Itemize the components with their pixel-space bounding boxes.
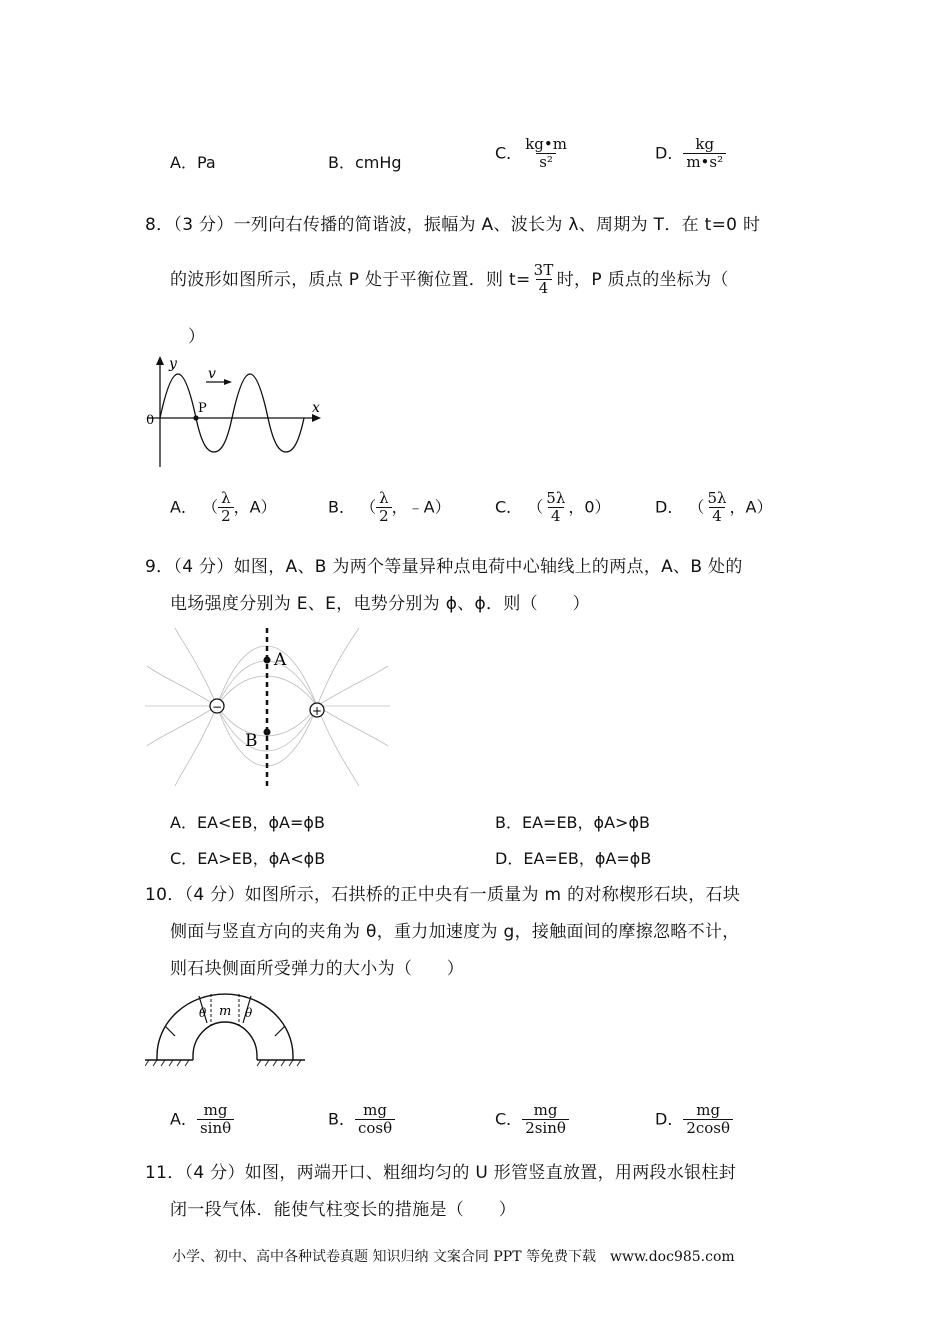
point-a <box>264 657 271 664</box>
q9-stem-line2: 电场强度分别为 E、E，电势分别为 ϕ、ϕ．则（ ） <box>170 594 590 614</box>
q9-option-b: B．EA=EB，ϕA>ϕB <box>495 813 650 832</box>
q10-option-b: B． $\frac{mg}{\cos\theta}$ <box>328 1102 395 1138</box>
p-label: P <box>198 401 207 416</box>
label-b: B <box>245 731 258 751</box>
q8-stem-line2: 的波形如图所示，质点 P 处于平衡位置．则 t= $\frac{3T}{4}$ 时，P 质点的坐标为（ <box>170 261 729 298</box>
origin-label: 0 <box>146 413 155 428</box>
q7-option-c: C． $\frac{kg•m}{\text{s²}}$ <box>495 135 567 172</box>
q8-option-c: C． （ $\frac{5\lambda}{4}$ ，0） <box>495 489 611 526</box>
q10-stem-line3: 则石块侧面所受弹力的大小为（ ） <box>170 959 465 979</box>
y-axis-arrow <box>156 356 164 365</box>
electric-field-figure <box>145 626 390 792</box>
theta-right-label: θ <box>245 1006 253 1020</box>
page-footer: 小学、初中、高中各种试卷真题 知识归纳 文案合同 PPT 等免费下载 www.doc985.com <box>172 1249 735 1265</box>
q11-stem-line2: 闭一段气体．能使气柱变长的措施是（ ） <box>170 1200 516 1220</box>
q7-option-d: D． $\frac{kg}{\text{m•s²}}$ <box>655 136 726 172</box>
svg-text:+: + <box>312 704 323 718</box>
q8-stem-line3: ） <box>188 327 206 347</box>
q9-option-a: A．EA<EB，ϕA=ϕB <box>170 813 325 832</box>
q10-option-c: C． $\frac{mg}{2\sin\theta}$ <box>495 1102 569 1138</box>
label-a: A <box>274 650 287 670</box>
theta-left-label: θ <box>199 1006 207 1020</box>
q10-stem-line1: 10．（4 分）如图所示，石拱桥的正中央有一质量为 m 的对称楔形石块，石块 <box>145 885 741 905</box>
point-p <box>193 415 198 420</box>
q10-option-d: D． $\frac{mg}{2\cos\theta}$ <box>655 1102 733 1138</box>
q9-stem-line1: 9．（4 分）如图，A、B 为两个等量异种点电荷中心轴线上的两点，A、B 处的 <box>145 557 743 577</box>
q10-stem-line2: 侧面与竖直方向的夹角为 θ，重力加速度为 g，接触面间的摩擦忽略不计， <box>170 922 740 942</box>
mass-label: m <box>219 1004 232 1019</box>
q7-option-b: B．cmHg <box>328 153 402 172</box>
x-label: x <box>312 400 320 416</box>
q11-stem-line1: 11．（4 分）如图，两端开口、粗细均匀的 U 形管竖直放置，用两段水银柱封 <box>145 1163 737 1183</box>
q8-option-b: B． （ $\frac{\lambda}{2}$ ，﹣A） <box>328 489 451 526</box>
q8-option-a: A． （ $\frac{\lambda}{2}$ ，A） <box>170 489 277 526</box>
v-label: v <box>208 366 216 382</box>
arch-bridge-figure <box>145 990 305 1070</box>
q9-option-d: D．EA=EB，ϕA=ϕB <box>495 849 652 868</box>
wave-curve <box>160 374 304 452</box>
q9-option-c: C．EA>EB，ϕA<ϕB <box>170 849 326 868</box>
point-b <box>264 729 271 736</box>
y-label: y <box>169 356 177 372</box>
svg-text:−: − <box>212 700 223 714</box>
q7-option-a: A．Pa <box>170 153 216 172</box>
q8-option-d: D． （ $\frac{5\lambda}{4}$ ，A） <box>655 489 773 526</box>
q10-option-a: A． $\frac{mg}{\sin\theta}$ <box>170 1102 234 1138</box>
field-lines <box>145 628 390 786</box>
q8-stem-line1: 8．（3 分）一列向右传播的简谐波，振幅为 A、波长为 λ、周期为 T．在 t=0 时 <box>145 215 761 235</box>
wave-figure <box>140 352 330 470</box>
